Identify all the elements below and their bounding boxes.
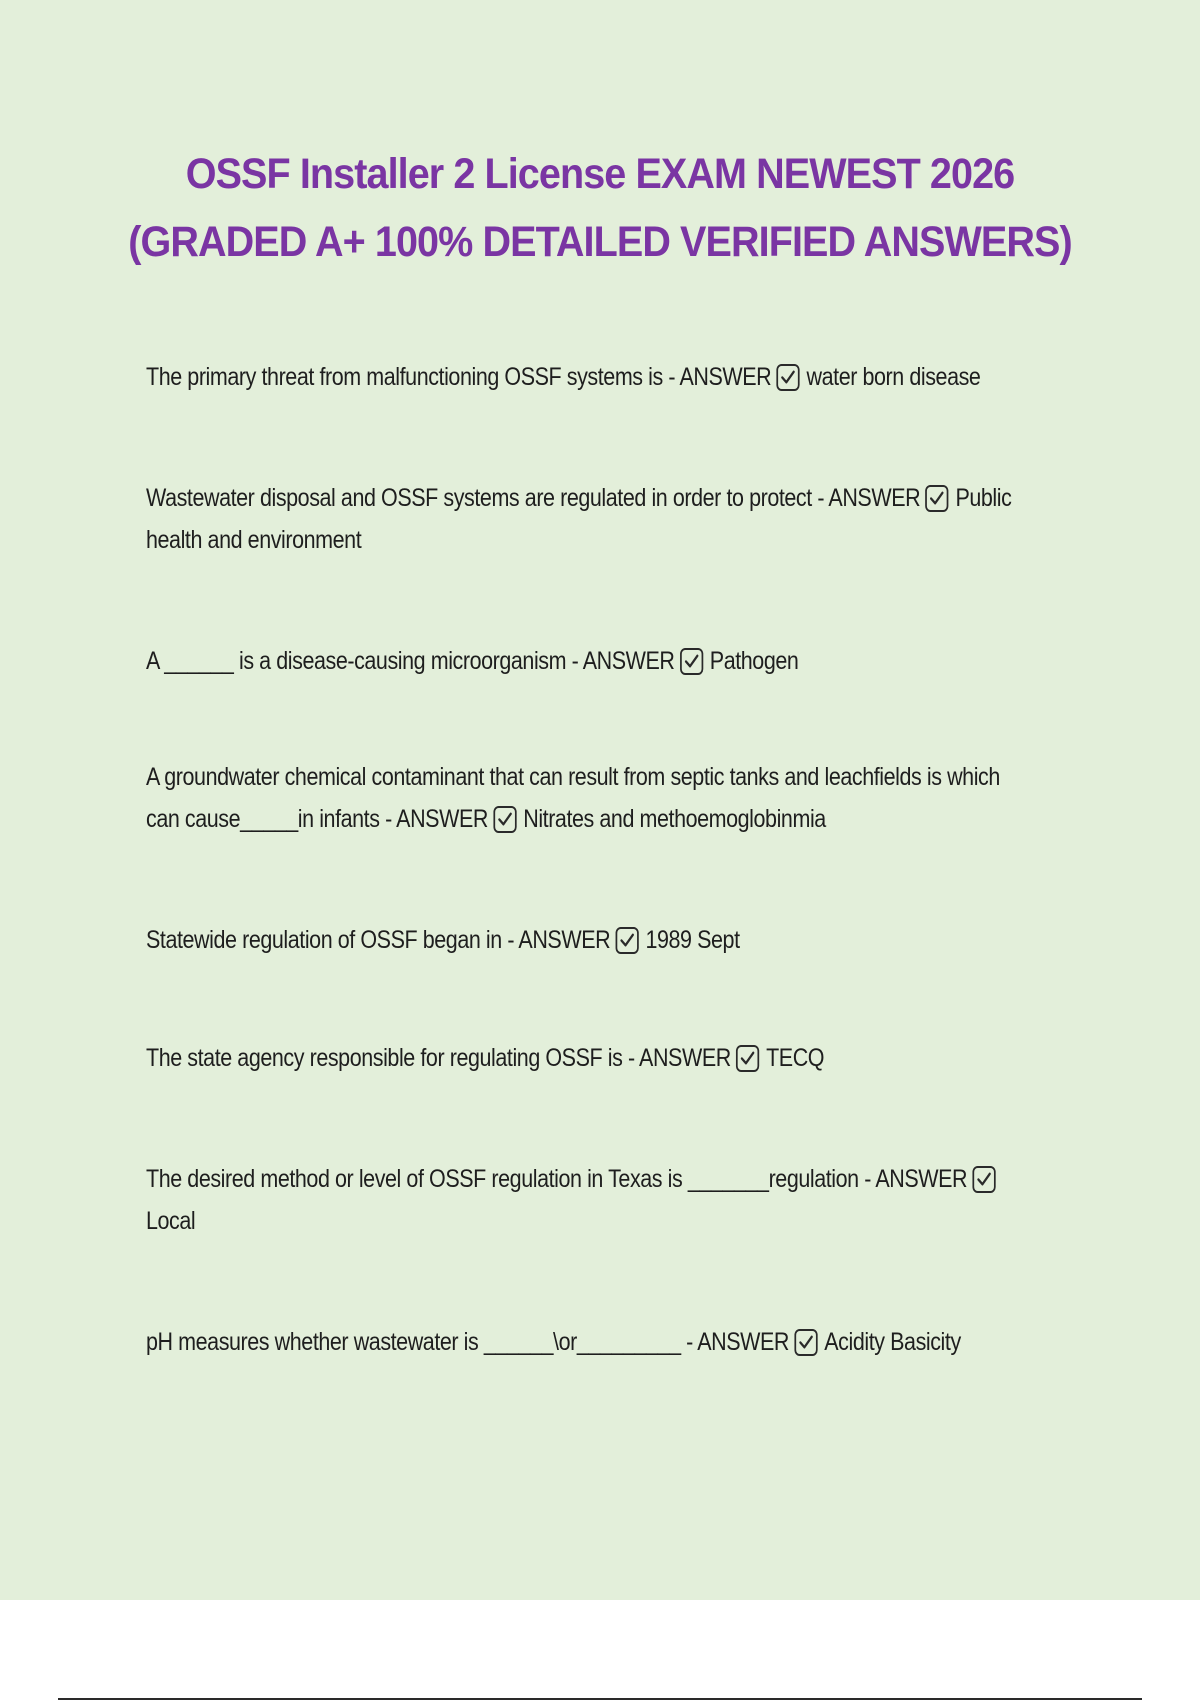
checkbox-checked-icon xyxy=(925,485,948,512)
qa-item xyxy=(146,356,1006,398)
checkbox-checked-icon xyxy=(972,1166,995,1193)
qa-list xyxy=(146,0,1086,1600)
checkbox-checked-icon xyxy=(776,364,799,391)
answer-text: Public health and environment xyxy=(146,484,1012,554)
question-text: Wastewater disposal and OSSF systems are regulated in order to protect - ANSWER xyxy=(146,484,921,512)
question-text: The primary threat from malfunctioning OSSF systems is - ANSWER xyxy=(146,363,772,391)
answer-text: water born disease xyxy=(806,363,981,391)
question-text: The desired method or level of OSSF regulation in Texas is _______regulation - ANSWER xyxy=(146,1165,968,1193)
answer-text: 1989 Sept xyxy=(645,926,740,954)
title-line-1: OSSF Installer 2 License EXAM NEWEST 2026 xyxy=(185,150,1015,198)
qa-item xyxy=(146,1158,1040,1242)
checkbox-checked-icon xyxy=(794,1329,817,1356)
answer-text: Pathogen xyxy=(709,647,799,675)
title-line-2: (GRADED A+ 100% DETAILED VERIFIED ANSWERS) xyxy=(128,218,1072,266)
question-text: The state agency responsible for regulating OSSF is - ANSWER xyxy=(146,1044,731,1072)
answer-text: Local xyxy=(146,1207,196,1235)
qa-item xyxy=(146,756,1032,840)
qa-item xyxy=(146,1321,1006,1363)
answer-text: Nitrates and methoemoglobinmia xyxy=(523,805,826,833)
qa-item xyxy=(146,919,1006,961)
checkbox-checked-icon xyxy=(736,1045,759,1072)
question-text: pH measures whether wastewater is ______\or_________ - ANSWER xyxy=(146,1328,790,1356)
qa-item xyxy=(146,477,1023,561)
question-text: Statewide regulation of OSSF began in - ANSWER xyxy=(146,926,611,954)
checkbox-checked-icon xyxy=(680,648,703,675)
qa-item xyxy=(146,1037,1006,1079)
qa-item xyxy=(146,640,1006,682)
question-text: A ______ is a disease-causing microorganism - ANSWER xyxy=(146,647,675,675)
question-text: A groundwater chemical contaminant that can result from septic tanks and leachfields is which can cause_____in infants - ANSWER xyxy=(146,763,1000,833)
answer-text: TECQ xyxy=(766,1044,825,1072)
checkbox-checked-icon xyxy=(615,927,638,954)
checkbox-checked-icon xyxy=(493,806,516,833)
answer-text: Acidity Basicity xyxy=(824,1328,961,1356)
